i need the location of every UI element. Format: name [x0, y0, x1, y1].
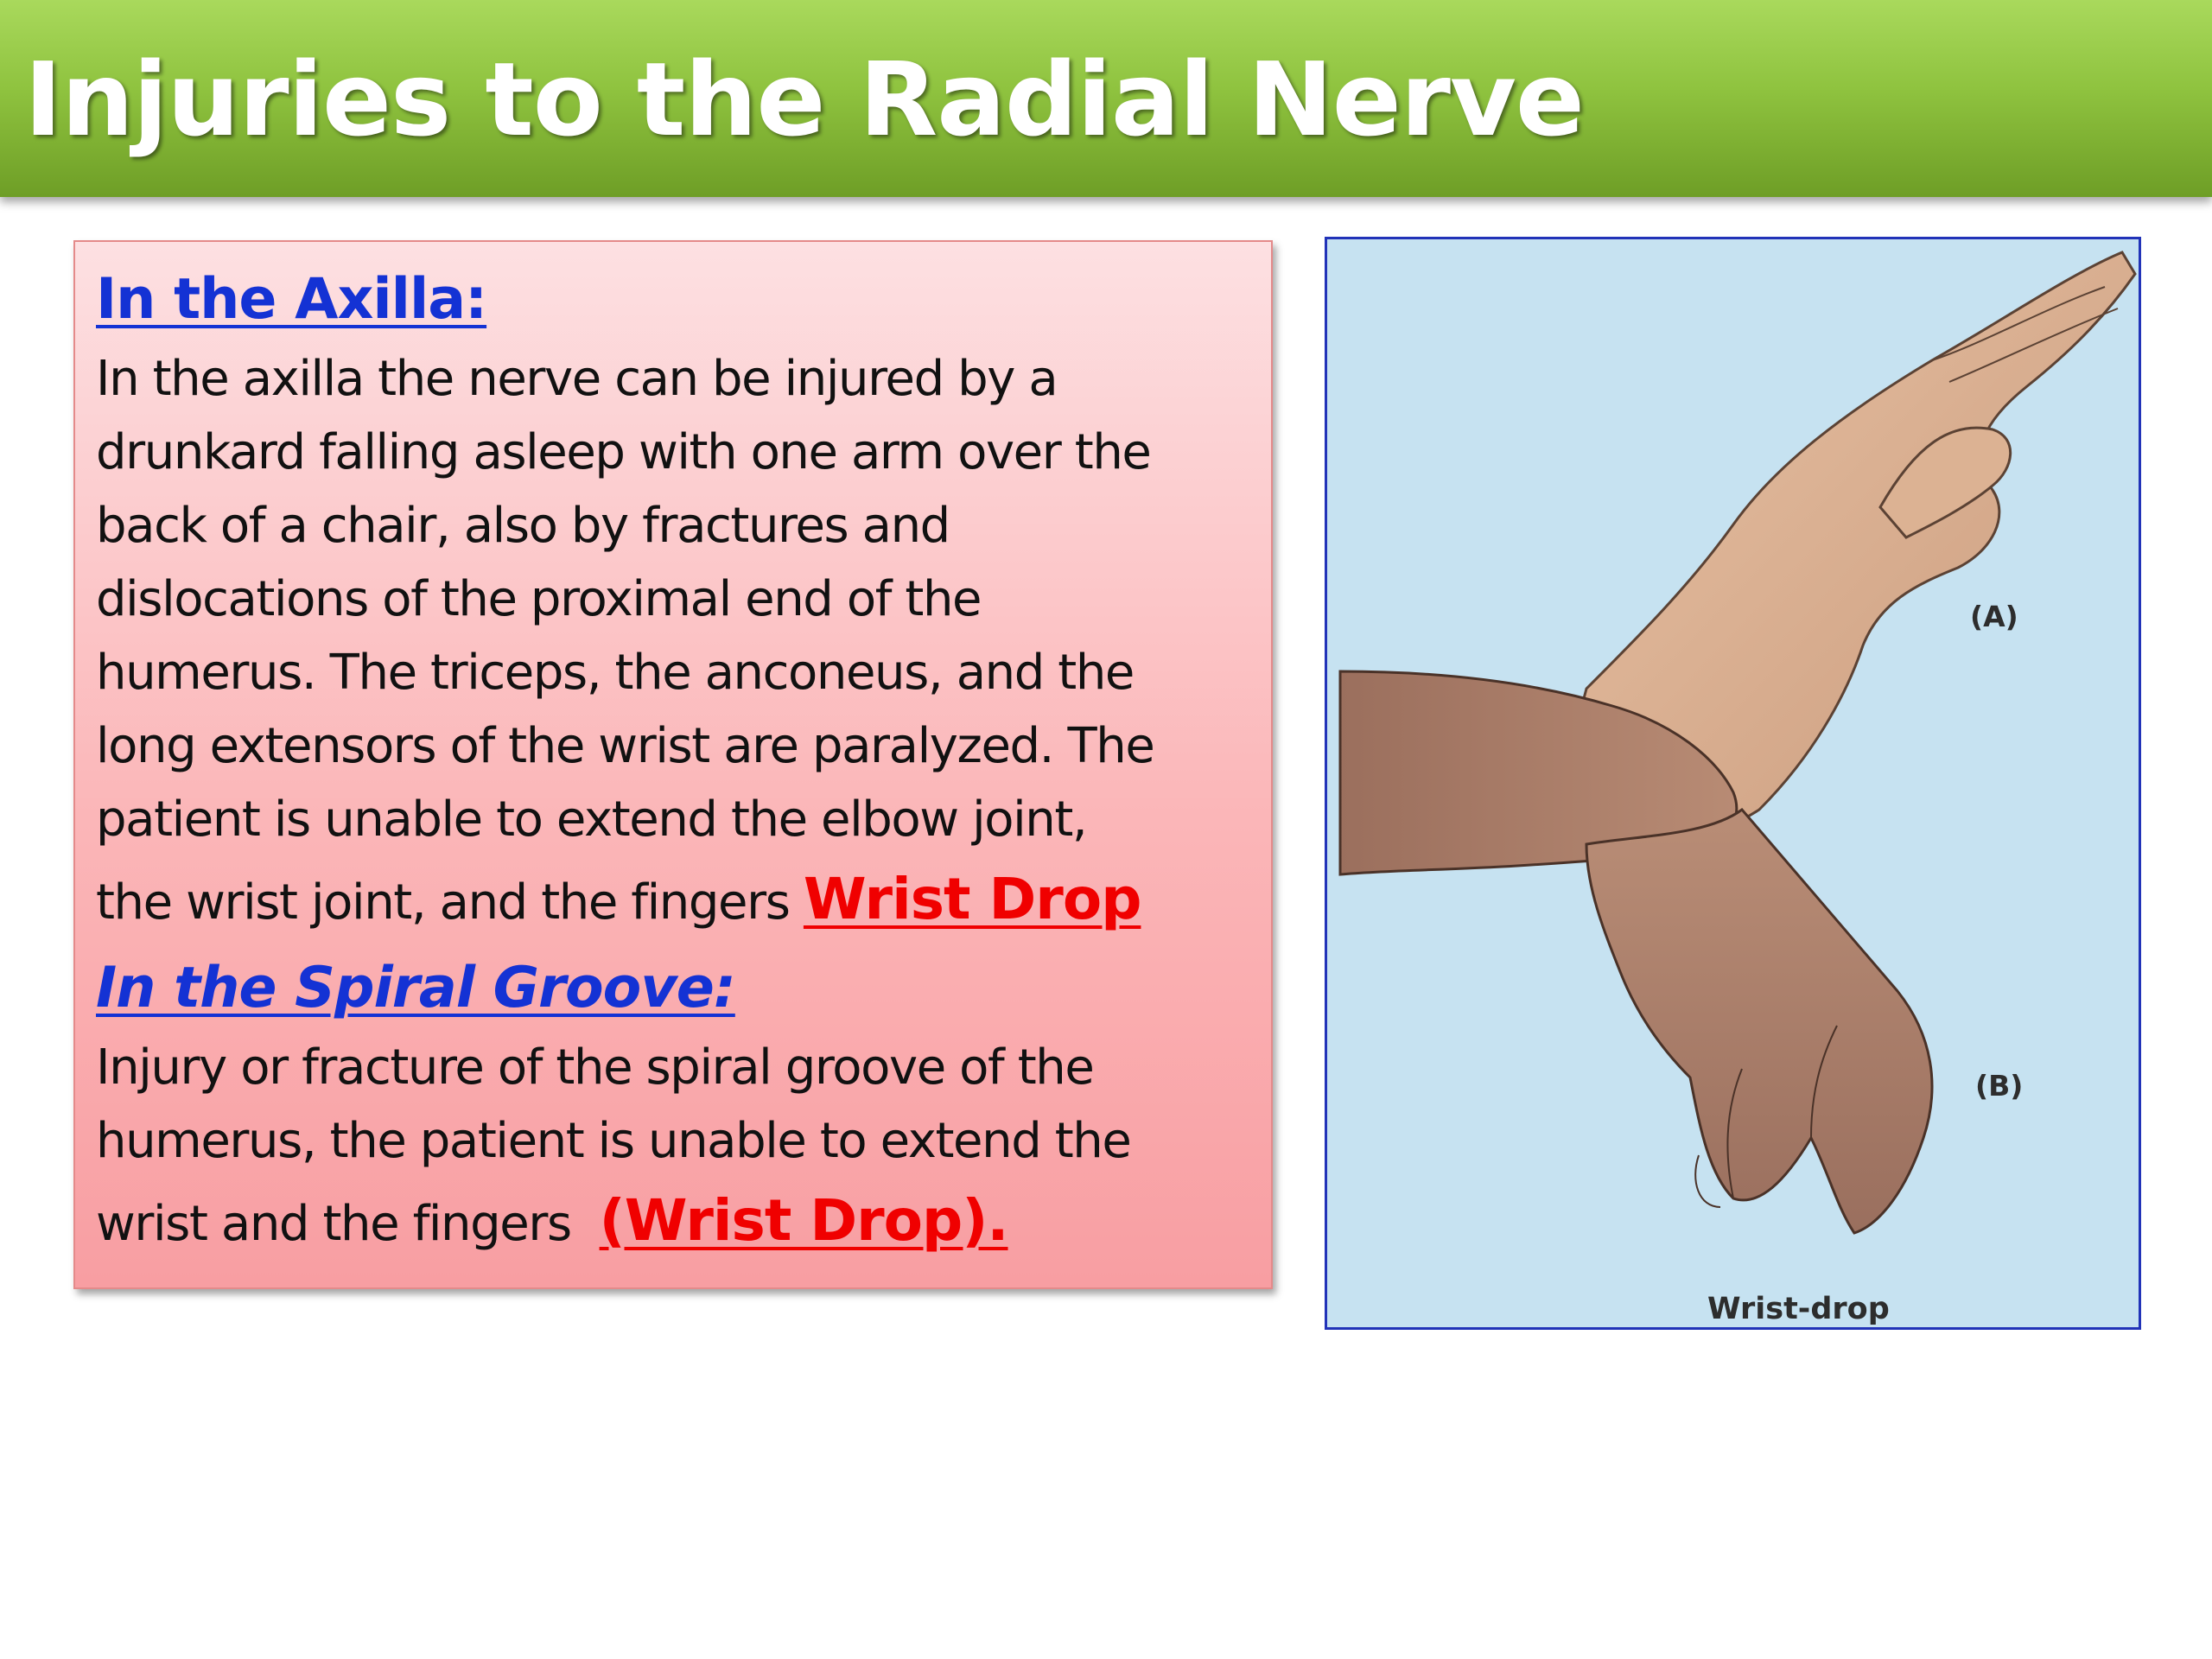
axilla-line: back of a chair, also by fractures and: [96, 498, 950, 554]
spiral-line: humerus, the patient is unable to extend the: [96, 1113, 1131, 1169]
spiral-line: wrist and the fingers: [96, 1196, 571, 1252]
wrist-drop-emphasis: Wrist Drop: [803, 866, 1141, 932]
label-a: (A): [1970, 600, 2018, 633]
wrist-drop-emphasis-2: (Wrist Drop).: [599, 1187, 1008, 1254]
slide-title: Injuries to the Radial Nerve: [24, 40, 1584, 159]
axilla-last-line: [96, 856, 1250, 946]
figure-caption: Wrist-drop: [1707, 1292, 1890, 1326]
content-box: [73, 240, 1273, 1289]
spiral-last-line: [96, 1178, 1250, 1268]
label-b: (B): [1975, 1069, 2024, 1103]
spiral-line: Injury or fracture of the spiral groove of the: [96, 1039, 1094, 1096]
patient-drooped-hand: [1586, 810, 1932, 1233]
wrist-drop-illustration: [1325, 237, 2141, 1330]
axilla-line: In the axilla the nerve can be injured by a: [96, 351, 1058, 407]
axilla-line: humerus. The triceps, the anconeus, and the: [96, 645, 1134, 701]
axilla-line: patient is unable to extend the elbow joint,: [96, 791, 1087, 848]
title-bar: [0, 0, 2212, 197]
hands-drawing: [1327, 239, 2139, 1327]
axilla-line: long extensors of the wrist are paralyzed. The: [96, 718, 1154, 774]
axilla-line: the wrist joint, and the fingers: [96, 874, 790, 931]
spiral-groove-heading: In the Spiral Groove:: [96, 956, 735, 1020]
axilla-heading: In the Axilla:: [96, 267, 487, 332]
axilla-line: drunkard falling asleep with one arm over the: [96, 424, 1151, 480]
axilla-line: dislocations of the proximal end of the: [96, 571, 982, 627]
